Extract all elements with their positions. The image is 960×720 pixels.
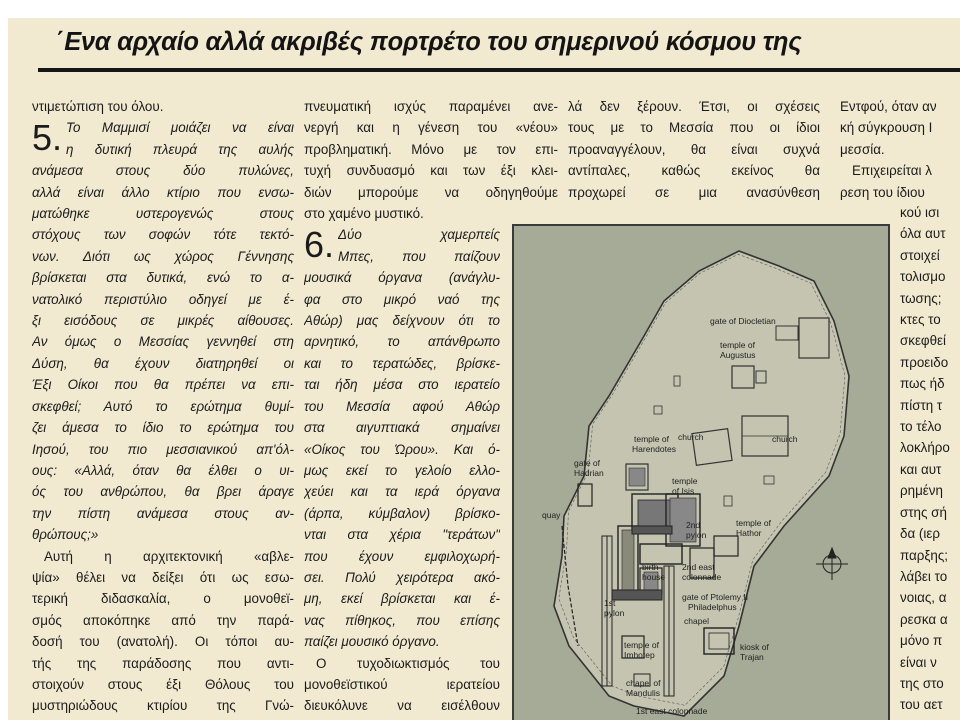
text-line: κή σύγκρουση Ι <box>840 120 933 136</box>
text-line: κού ισι <box>900 205 940 220</box>
text-line: παίζει μουσικό όργανο. <box>304 634 440 650</box>
text-line: μως εκεί το γελοίο ελλο- <box>304 462 500 478</box>
text-line: μόνο π <box>900 633 943 649</box>
map-label: temple of <box>624 640 659 650</box>
section-5 <box>32 117 294 160</box>
site-plan-map <box>512 224 890 720</box>
text-line: στοιχούν στους έξι Θόλους του <box>32 676 294 692</box>
text-line: λάβει το <box>900 568 948 584</box>
text-line: και αυτ <box>900 461 942 477</box>
text-line: ρημένη <box>900 483 943 499</box>
text-line: σκεφθεί <box>900 333 947 349</box>
text-line: προαναγγέλουν, θα είναι συχνά <box>568 141 820 157</box>
text-line: προειδο <box>900 354 949 370</box>
text-line: η δυτική πλευρά της αυλής <box>66 141 294 157</box>
text-line: Ο τυχοδιωκτισμός του <box>316 655 500 671</box>
text-line: δα (ιερ <box>900 526 940 542</box>
island-outline <box>554 251 849 716</box>
text-line: ζει άμεσα το ίδιο το ερώτημα του <box>32 420 294 436</box>
column-3 <box>568 96 820 203</box>
text-line: διών μπορούμε να οδηγηθούμε <box>304 184 558 200</box>
text-line: Το Μαμμισί μοιάζει να είναι <box>66 120 294 136</box>
map-label: Mandulis <box>626 688 661 698</box>
map-label: pylon <box>604 608 625 618</box>
map-label: 2nd east <box>682 562 715 572</box>
text-line: στα αιγυπτιακά σημαίνει <box>304 420 500 436</box>
map-label: 1st east colonnade <box>636 706 708 716</box>
headline-rule <box>38 68 960 72</box>
text-line: σει. Πολύ χειρότερα ακό- <box>304 569 500 585</box>
text-line: τερική διδασκαλία, ο μονοθεϊ- <box>32 591 294 607</box>
text-line: το τέλο <box>900 419 942 435</box>
text-line: παρξης; <box>900 547 949 563</box>
column-1 <box>32 96 294 717</box>
text-line: σκεφθεί; Αυτό το ερώτημα θυμί- <box>32 398 294 414</box>
column-4-flow <box>900 202 960 716</box>
map-label: Harendotes <box>632 444 676 454</box>
text-line: μυστηριώδους κτιρίου της Γνώ- <box>32 698 294 714</box>
text-line: ψία» θέλει να δείξει ότι ως εσω- <box>32 569 294 585</box>
text-line: και το τερατώδες, βρίσκε- <box>304 355 500 371</box>
text-line: νεργή και η γένεση του «νέου» <box>304 120 558 136</box>
map-label: gate of Diocletian <box>710 316 776 326</box>
text-line: στης σή <box>900 504 947 520</box>
text-line: «Οίκος του Ώρου». Και ό- <box>304 441 500 457</box>
site-plan-drawing <box>514 226 888 720</box>
text-line: Ιησού, του πιο μεσσιανικού απ'όλ- <box>32 441 294 457</box>
text-line: νων. Διότι ως χώρος Γέννησης <box>32 248 294 264</box>
text-line: πως ήδ <box>900 376 945 392</box>
text-line: του Μεσσία αφού Αθώρ <box>304 398 500 414</box>
text-line: προβληματική. Μόνο με τον επι- <box>304 141 558 157</box>
column-4 <box>840 96 960 203</box>
section-6 <box>304 224 500 716</box>
text-line: Δύο χαμερπείς <box>338 227 500 243</box>
text-line: προχωρεί σε μια ανασύνθεση <box>568 184 820 200</box>
newspaper-clipping <box>8 18 960 720</box>
headline-title: ΄Ενα αρχαίο αλλά ακριβές πορτρέτο του σημερινού κόσμου της <box>56 28 802 56</box>
text-line: μη, εκεί βρίσκεται και έ- <box>304 591 500 607</box>
compass-icon <box>816 548 848 580</box>
text-line: τους με το Μεσσία που οι ίδιοι <box>568 120 820 136</box>
text-line: στο χαμένο μυστικό. <box>304 206 424 222</box>
text-line: μεσσία. <box>840 141 885 157</box>
text-line: Μπες, που παίζουν <box>338 248 500 264</box>
section-number: 5. <box>32 117 63 159</box>
map-label: kiosk of <box>740 642 769 652</box>
text-line: αντίπαλες, καθώς εκείνος θα <box>568 163 820 179</box>
text-line: ους: «Αλλά, όταν θα έλθει ο υι- <box>32 462 294 478</box>
map-label: Trajan <box>740 652 764 662</box>
map-label: gate of Ptolemy II <box>682 592 749 602</box>
text-line: Αν όμως ο Μεσσίας γεννηθεί στη <box>32 334 294 350</box>
text-line: αλλά είναι άλλο κτίριο που ενσω- <box>32 184 294 200</box>
text-line: πνευματική ισχύς παραμένει ανε- <box>304 99 558 114</box>
text-line: σμός αποκόπηκε από την παρά- <box>32 612 294 628</box>
map-label: quay <box>542 510 561 520</box>
text-line: του αετ <box>900 697 943 713</box>
text-line: στόχους των σοφών τότε τεκτό- <box>32 227 294 243</box>
text-line: ξι εισόδους σε μικρές αίθουσες. <box>32 313 294 329</box>
text-line: ντιμετώπιση του όλου. <box>32 99 164 114</box>
map-label: Hathor <box>736 528 762 538</box>
text-line: της στο <box>900 675 944 691</box>
map-label: chapel <box>684 616 710 626</box>
map-label: temple of <box>634 434 669 444</box>
map-label: gate of <box>574 458 600 468</box>
map-label: Hadrian <box>574 468 604 478</box>
text-line: λά δεν ξέρουν. Έτσι, οι σχέσεις <box>568 99 820 114</box>
text-line: Αθώρ) μας δείχνουν ότι το <box>304 313 500 329</box>
text-line: Δύση, θα έχουν διατηρηθεί οι <box>32 355 294 371</box>
text-line: χεύει και τα ιερά όργανα <box>304 484 500 500</box>
text-line: βρίσκεται στα δυτικά, ενώ το α- <box>32 270 294 286</box>
text-line: τολισμο <box>900 269 946 285</box>
text-line: τυχή συνδυασμό και των έξι κλει- <box>304 163 558 179</box>
text-line: δοσή του (ανατολή). Οι τόποι αυ- <box>32 634 294 650</box>
map-label: church <box>772 434 798 444</box>
map-label: temple of <box>720 340 755 350</box>
text-line: ματώθηκε υστερογενώς στους <box>32 206 294 222</box>
map-label: 2nd <box>686 520 701 530</box>
text-line: είναι ν <box>900 654 937 670</box>
text-line: νοιας, α <box>900 590 947 606</box>
text-line: νας πίθηκος, που επίσης <box>304 612 500 628</box>
text-line: ρεση του ίδιου <box>840 184 925 200</box>
map-label: pylon <box>686 530 707 540</box>
text-line: νται στα χέρια "τεράτων" <box>304 527 500 543</box>
text-line: Επιχειρείται λ <box>852 163 932 179</box>
text-line: τωσης; <box>900 290 942 306</box>
text-line: ός του ανθρώπου, θα βρει άραγε <box>32 484 294 500</box>
map-label: temple of <box>736 518 771 528</box>
text-line: όλα αυτ <box>900 226 946 242</box>
text-line: Εντφού, όταν αν <box>840 99 937 114</box>
text-line: διευκόλυνε να εισέλθουν <box>304 698 500 714</box>
map-label: house <box>642 572 666 582</box>
text-line: πίστη τ <box>900 397 943 413</box>
text-line: που έχουν εμφιλοχωρή- <box>304 548 500 564</box>
map-label: Augustus <box>720 350 756 360</box>
text-line: νατολικό περιστύλιο οδηγεί με έ- <box>32 291 294 307</box>
text-line: ται ήδη μέσα στο ιερατείο <box>304 377 500 393</box>
text-line: λοκλήρο <box>900 440 950 456</box>
text-line: ρεσκα α <box>900 611 948 627</box>
text-line: τής της παράδοσης που αντι- <box>32 655 294 671</box>
section-number: 6. <box>304 224 335 266</box>
text-line: την πίστη ανάμεσα στους αν- <box>32 505 294 521</box>
text-line: φα στο μικρό ναό της <box>304 291 500 307</box>
map-label: church <box>678 432 704 442</box>
text-line: (άρπα, κύμβαλον) βρίσκο- <box>304 505 500 521</box>
text-line: ανάμεσα στους δύο πυλώνες, <box>32 163 294 179</box>
text-line: κτες το <box>900 312 941 328</box>
text-line: θρώπους;» <box>32 527 99 543</box>
map-label: chapel of <box>626 678 661 688</box>
text-line: μονοθεϊστικού ιερατείου <box>304 676 500 692</box>
map-label: colonnade <box>682 572 722 582</box>
map-label: Philadelphus <box>688 602 737 612</box>
text-line: Αυτή η αρχιτεκτονική «αβλε- <box>44 548 294 564</box>
map-label: temple <box>672 476 698 486</box>
text-line: αρνητικό, το απάνθρωπο <box>304 334 500 350</box>
map-label: 1st <box>604 598 616 608</box>
map-label: of Isis <box>672 486 695 496</box>
text-line: Έξι Οίκοι που θα πρέπει να επι- <box>32 377 294 393</box>
headline-bar <box>8 18 960 80</box>
text-line: στοιχεί <box>900 247 940 263</box>
text-line: μουσικά όργανα (ανάγλυ- <box>304 270 500 286</box>
map-label: Imhotep <box>624 650 655 660</box>
map-label: birth <box>642 562 659 572</box>
